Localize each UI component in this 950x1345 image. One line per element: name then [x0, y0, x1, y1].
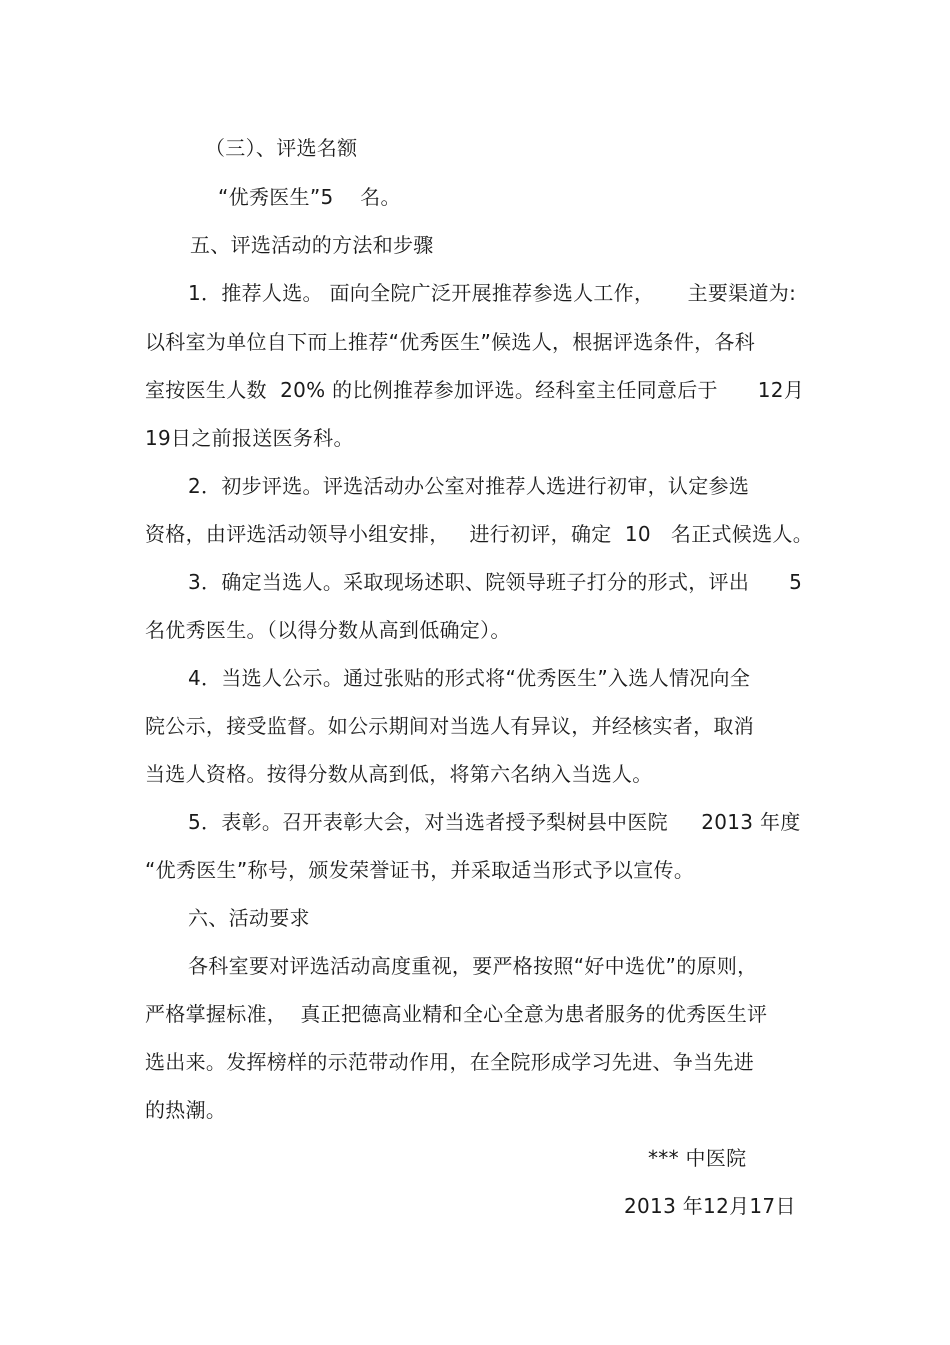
requirements-line-3: 选出来。发挥榜样的示范带动作用，在全院形成学习先进、争当先进: [145, 1050, 754, 1074]
step1-line-4: 19日之前报送医务科。: [145, 426, 354, 450]
requirements-line-1: 各科室要对评选活动高度重视，要严格按照“好中选优”的原则，: [188, 954, 758, 978]
step5-line-2: “优秀医生”称号，颁发荣誉证书，并采取适当形式予以宣传。: [145, 858, 695, 882]
step2-line-1: 2．初步评选。评选活动办公室对推荐人选进行初审，认定参选: [188, 474, 750, 498]
step4-line-1: 4．当选人公示。通过张贴的形式将“优秀医生”入选人情况向全: [188, 666, 751, 690]
signature-organization: *** 中医院: [648, 1146, 747, 1170]
step3-line-2: 名优秀医生。（以得分数从高到低确定）。: [145, 618, 511, 642]
step1-line-1: 1．推荐人选。 面向全院广泛开展推荐参选人工作， 主要渠道为:: [188, 281, 797, 305]
step4-line-3: 当选人资格。按得分数从高到低，将第六名纳入当选人。: [145, 762, 653, 786]
step4-line-2: 院公示，接受监督。如公示期间对当选人有异议，并经核实者，取消: [145, 714, 754, 738]
step5-line-1: 5．表彰。召开表彰大会，对当选者授予梨树县中医院 2013 年度: [188, 810, 801, 834]
requirements-line-2: 严格掌握标准， 真正把德高业精和全心全意为患者服务的优秀医生评: [145, 1002, 768, 1026]
step3-line-1: 3．确定当选人。采取现场述职、院领导班子打分的形式，评出 5: [188, 570, 803, 594]
step1-line-2: 以科室为单位自下而上推荐“优秀医生”候选人，根据评选条件，各科: [145, 330, 756, 354]
quota-line: “优秀医生”5 名。: [218, 185, 401, 209]
step2-line-2: 资格，由评选活动领导小组安排， 进行初评，确定 10 名正式候选人。: [145, 522, 814, 546]
signature-date: 2013 年12月17日: [624, 1194, 796, 1218]
step1-line-3: 室按医生人数 20% 的比例推荐参加评选。经科室主任同意后于 12月: [145, 378, 805, 402]
section-6-heading: 六、活动要求: [188, 906, 310, 930]
requirements-line-4: 的热潮。: [145, 1098, 227, 1122]
section-5-heading: 五、评选活动的方法和步骤: [190, 233, 434, 257]
section-3-heading: （三）、评选名额: [205, 136, 358, 160]
